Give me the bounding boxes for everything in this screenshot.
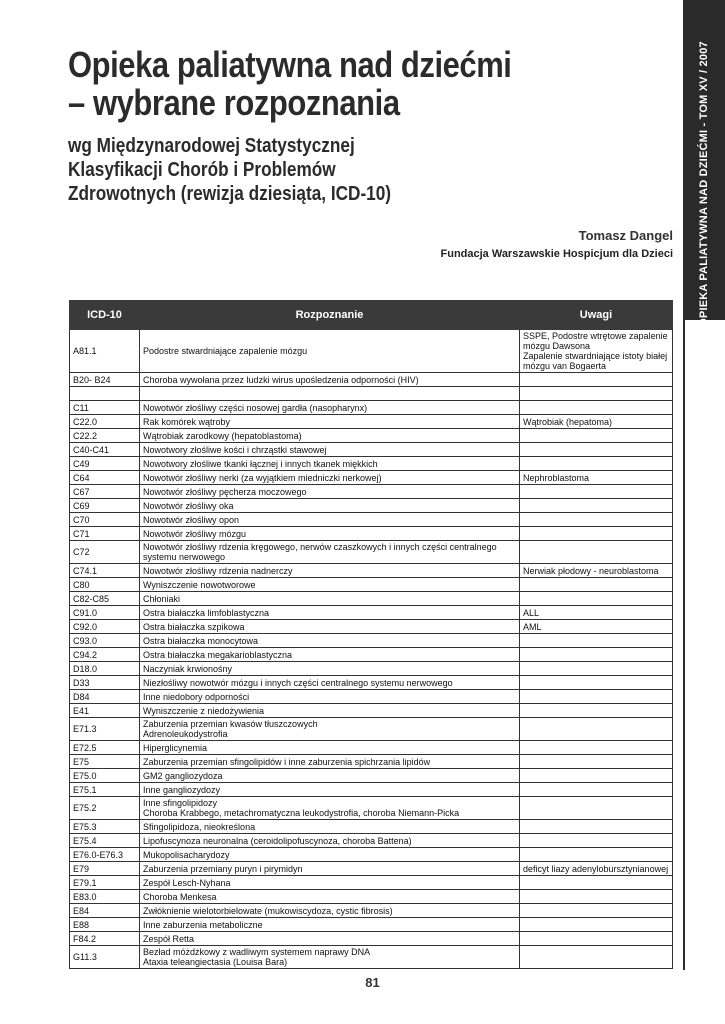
page-subtitle [68,134,391,206]
icd-code-cell: C74.1 [70,564,140,578]
diagnosis-line: Zaburzenia przemian kwasów tłuszczowych [143,719,318,729]
diagnosis-line: Zwłóknienie wielotorbielowate (mukowiscydoza, cystic fibrosis) [143,905,393,916]
table-row [70,918,673,932]
diagnosis-line: Nowotwór złośliwy części nosowej gardła (nasopharynx) [143,402,368,413]
icd-code-cell: F84.2 [70,932,140,946]
diagnosis-cell [140,797,520,820]
diagnosis-line: Bezład móżdżkowy z wadliwym systemem naprawy DNA [143,947,371,957]
icd-code-cell: D84 [70,690,140,704]
notes-cell [520,485,673,499]
notes-cell [520,527,673,541]
table-row [70,690,673,704]
notes-cell [520,648,673,662]
diagnosis-line: Zaburzenia przemian sfingolipidów i inne zaburzenia spichrzania lipidów [143,756,431,767]
icd-code-cell: C49 [70,457,140,471]
author-name: Tomasz Dangel [578,228,673,243]
table-row [70,634,673,648]
notes-cell [520,620,673,634]
diagnosis-cell [140,783,520,797]
diagnosis-cell [140,648,520,662]
notes-cell [520,918,673,932]
diagnosis-cell [140,662,520,676]
diagnosis-cell [140,690,520,704]
diagnosis-line: Ataxia teleangiectasia (Louisa Bara) [143,957,288,967]
icd-code-cell: A81.1 [70,330,140,373]
notes-cell [520,564,673,578]
icd-code-cell: E75.2 [70,797,140,820]
table-row [70,429,673,443]
notes-cell [520,401,673,415]
diagnosis-cell [140,946,520,969]
subtitle-line-2: Klasyfikacji Chorób i Problemów [68,159,336,181]
icd-code-cell: E72.5 [70,741,140,755]
icd-code-cell: C22.0 [70,415,140,429]
notes-cell [520,592,673,606]
icd-code-cell: D33 [70,676,140,690]
table-row [70,718,673,741]
icd-code-cell: C92.0 [70,620,140,634]
icd-code-cell: C94.2 [70,648,140,662]
table-row [70,387,673,401]
icd-code-cell: D18.0 [70,662,140,676]
diagnosis-cell [140,862,520,876]
notes-cell [520,862,673,876]
table-row [70,578,673,592]
notes-cell [520,457,673,471]
table-row [70,890,673,904]
icd-code-cell: C11 [70,401,140,415]
diagnosis-line: Nowotwory złośliwe kości i chrząstki stawowej [143,444,327,455]
notes-line: ALL [523,607,540,618]
diagnosis-line: Nowotwór złośliwy oka [143,500,234,511]
icd-code-cell [70,387,140,401]
icd-code-cell: E75.3 [70,820,140,834]
notes-cell [520,932,673,946]
diagnosis-line: Nowotwory złośliwe tkanki łącznej i innych tkanek miękkich [143,458,378,469]
icd-code-cell: E83.0 [70,890,140,904]
table-row [70,769,673,783]
diagnosis-line: Mukopolisacharydozy [143,849,230,860]
diagnosis-cell [140,527,520,541]
diagnosis-line: Inne niedobory odporności [143,691,250,702]
notes-cell [520,718,673,741]
table-row [70,848,673,862]
diagnosis-cell [140,443,520,457]
notes-line: SSPE, Podostre wtrętowe zapalenie [523,331,668,341]
diagnosis-line: Lipofuscynoza neuronalna (ceroidolipofuscynoza, choroba Battena) [143,835,412,846]
notes-cell [520,443,673,457]
notes-line: AML [523,621,542,632]
table-row [70,820,673,834]
subtitle-line-3: Zdrowotnych (rewizja dziesiąta, ICD-10) [68,183,392,205]
table-row [70,401,673,415]
diagnosis-cell [140,457,520,471]
table-row [70,513,673,527]
notes-cell [520,676,673,690]
table-row [70,541,673,564]
notes-cell [520,783,673,797]
notes-cell [520,606,673,620]
diagnosis-line: Inne sfingolipidozy [143,798,218,808]
table-body [70,330,673,969]
diagnosis-line: Nowotwór złośliwy rdzenia nadnerczy [143,565,293,576]
icd-code-cell: E75.1 [70,783,140,797]
diagnosis-cell [140,578,520,592]
diagnosis-line: Ostra białaczka limfoblastyczna [143,607,270,618]
notes-cell [520,471,673,485]
icd-table [69,300,673,969]
diagnosis-cell [140,918,520,932]
notes-cell [520,890,673,904]
icd-code-cell: G11.3 [70,946,140,969]
diagnosis-cell [140,834,520,848]
notes-cell [520,499,673,513]
diagnosis-line: Nowotwór złośliwy pęcherza moczowego [143,486,307,497]
notes-cell [520,769,673,783]
icd-code-cell: E75.0 [70,769,140,783]
diagnosis-line: Nowotwór złośliwy rdzenia kręgowego, nerwów czaszkowych i innych części centralnego [143,542,497,552]
column-header-diagnosis: Rozpoznanie [140,301,520,330]
notes-cell [520,704,673,718]
notes-cell [520,834,673,848]
diagnosis-cell [140,932,520,946]
sidebar-journal-label: OPIEKA PALIATYWNA NAD DZIEĆMI - TOM XV / 2007 [698,41,710,327]
table-row [70,606,673,620]
diagnosis-line: Niezłośliwy nowotwór mózgu i innych części centralnego systemu nerwowego [143,677,453,688]
diagnosis-cell [140,429,520,443]
diagnosis-cell [140,373,520,387]
notes-cell [520,415,673,429]
icd-code-cell: E88 [70,918,140,932]
diagnosis-line: Choroba wywołana przez ludzki wirus upośledzenia odporności (HIV) [143,374,419,385]
diagnosis-line: Zespół Lesch-Nyhana [143,877,231,888]
table-row [70,648,673,662]
table-row [70,932,673,946]
notes-cell [520,876,673,890]
diagnosis-line: Wyniszczenie nowotworowe [143,579,256,590]
notes-cell [520,848,673,862]
table-row [70,527,673,541]
table-row [70,876,673,890]
diagnosis-line: Choroba Krabbego, metachromatyczna leukodystrofia, choroba Niemann-Picka [143,808,460,818]
diagnosis-cell [140,485,520,499]
table-row [70,592,673,606]
diagnosis-line: Choroba Menkesa [143,891,217,902]
table-row [70,862,673,876]
table-header-row [70,301,673,330]
diagnosis-line: GM2 gangliozydoza [143,770,223,781]
icd-code-cell: E76.0-E76.3 [70,848,140,862]
icd-code-cell: C71 [70,527,140,541]
diagnosis-cell [140,676,520,690]
notes-cell [520,662,673,676]
sidebar-rule [683,320,685,970]
author-affiliation: Fundacja Warszawskie Hospicjum dla Dzieci [440,248,673,260]
diagnosis-cell [140,606,520,620]
notes-cell [520,741,673,755]
diagnosis-line: Nowotwór złośliwy mózgu [143,528,247,539]
table-row [70,330,673,373]
page-number: 81 [365,975,380,990]
diagnosis-line: Adrenoleukodystrofia [143,729,228,739]
table-row [70,564,673,578]
title-line-1: Opieka paliatywna nad dziećmi [68,44,512,85]
notes-line: Wątrobiak (hepatoma) [523,416,613,427]
page-title [68,46,511,122]
icd-code-cell: C70 [70,513,140,527]
diagnosis-cell [140,415,520,429]
table-row [70,704,673,718]
icd-code-cell: E79.1 [70,876,140,890]
notes-cell [520,755,673,769]
table-row [70,499,673,513]
icd-code-cell: C40-C41 [70,443,140,457]
table-row [70,443,673,457]
column-header-notes: Uwagi [520,301,673,330]
icd-code-cell: E71.3 [70,718,140,741]
diagnosis-line: Ostra białaczka monocytowa [143,635,259,646]
icd-code-cell: E79 [70,862,140,876]
icd-code-cell: C67 [70,485,140,499]
notes-cell [520,946,673,969]
diagnosis-line: Podostre stwardniające zapalenie mózgu [143,346,308,356]
icd-code-cell: E41 [70,704,140,718]
notes-cell [520,330,673,373]
notes-cell [520,541,673,564]
notes-cell [520,429,673,443]
icd-code-cell: C91.0 [70,606,140,620]
icd-code-cell: C80 [70,578,140,592]
diagnosis-line: Ostra białaczka szpikowa [143,621,245,632]
table-row [70,471,673,485]
diagnosis-line: Wyniszczenie z niedożywienia [143,705,264,716]
table-row [70,457,673,471]
diagnosis-cell [140,471,520,485]
table-row [70,676,673,690]
diagnosis-line: Inne zaburzenia metaboliczne [143,919,263,930]
diagnosis-line: Naczyniak krwionośny [143,663,233,674]
diagnosis-line: Rak komórek wątroby [143,416,231,427]
diagnosis-line: Sfingolipidoza, nieokreślona [143,821,256,832]
table-row [70,485,673,499]
icd-code-cell: C69 [70,499,140,513]
table-row [70,620,673,634]
diagnosis-line: Inne gangliozydozy [143,784,221,795]
icd-code-cell: C82-C85 [70,592,140,606]
diagnosis-line: Chłoniaki [143,593,181,604]
diagnosis-line: Hiperglicynemia [143,742,208,753]
title-line-2: – wybrane rozpoznania [68,82,400,123]
diagnosis-cell [140,848,520,862]
table-row [70,373,673,387]
diagnosis-cell [140,387,520,401]
notes-cell [520,904,673,918]
notes-cell [520,820,673,834]
icd-code-cell: C22.2 [70,429,140,443]
column-header-icd: ICD-10 [70,301,140,330]
table-row [70,946,673,969]
icd-code-cell: E75.4 [70,834,140,848]
diagnosis-cell [140,513,520,527]
diagnosis-cell [140,704,520,718]
table-row [70,741,673,755]
diagnosis-line: Zespół Retta [143,933,195,944]
diagnosis-cell [140,634,520,648]
diagnosis-cell [140,820,520,834]
diagnosis-cell [140,890,520,904]
notes-cell [520,690,673,704]
table-row [70,904,673,918]
diagnosis-cell [140,755,520,769]
notes-line: deficyt liazy adenylobursztynianowej [523,863,669,874]
diagnosis-line: Wątrobiak zarodkowy (hepatoblastoma) [143,430,302,441]
diagnosis-cell [140,620,520,634]
table-row [70,755,673,769]
diagnosis-cell [140,499,520,513]
notes-line: Zapalenie stwardniające istoty białej [523,351,668,361]
notes-line: Nephroblastoma [523,472,590,483]
diagnosis-cell [140,330,520,373]
table-row [70,783,673,797]
table-row [70,662,673,676]
notes-cell [520,634,673,648]
icd-code-cell: C64 [70,471,140,485]
icd-code-cell: B20- B24 [70,373,140,387]
diagnosis-cell [140,541,520,564]
diagnosis-cell [140,401,520,415]
subtitle-line-1: wg Międzynarodowej Statystycznej [68,135,355,157]
icd-code-cell: E75 [70,755,140,769]
notes-line: mózgu Dawsona [523,341,591,351]
notes-cell [520,797,673,820]
notes-cell [520,578,673,592]
notes-cell [520,513,673,527]
diagnosis-cell [140,876,520,890]
diagnosis-cell [140,741,520,755]
icd-code-cell: C72 [70,541,140,564]
diagnosis-line: Nowotwór złośliwy opon [143,514,240,525]
diagnosis-line: Nowotwór złośliwy nerki (za wyjątkiem miedniczki nerkowej) [143,472,382,483]
notes-cell [520,387,673,401]
diagnosis-line: Zaburzenia przemiany puryn i pirymidyn [143,863,303,874]
table-row [70,834,673,848]
diagnosis-cell [140,718,520,741]
table-row [70,415,673,429]
diagnosis-line: Ostra białaczka megakarioblastyczna [143,649,293,660]
icd-code-cell: C93.0 [70,634,140,648]
diagnosis-cell [140,904,520,918]
table-row [70,797,673,820]
icd-code-cell: E84 [70,904,140,918]
diagnosis-line: systemu nerwowego [143,552,226,562]
diagnosis-cell [140,564,520,578]
diagnosis-cell [140,592,520,606]
notes-cell [520,373,673,387]
notes-line: mózgu van Bogaerta [523,361,607,371]
notes-line: Nerwiak płodowy - neuroblastoma [523,565,659,576]
diagnosis-cell [140,769,520,783]
